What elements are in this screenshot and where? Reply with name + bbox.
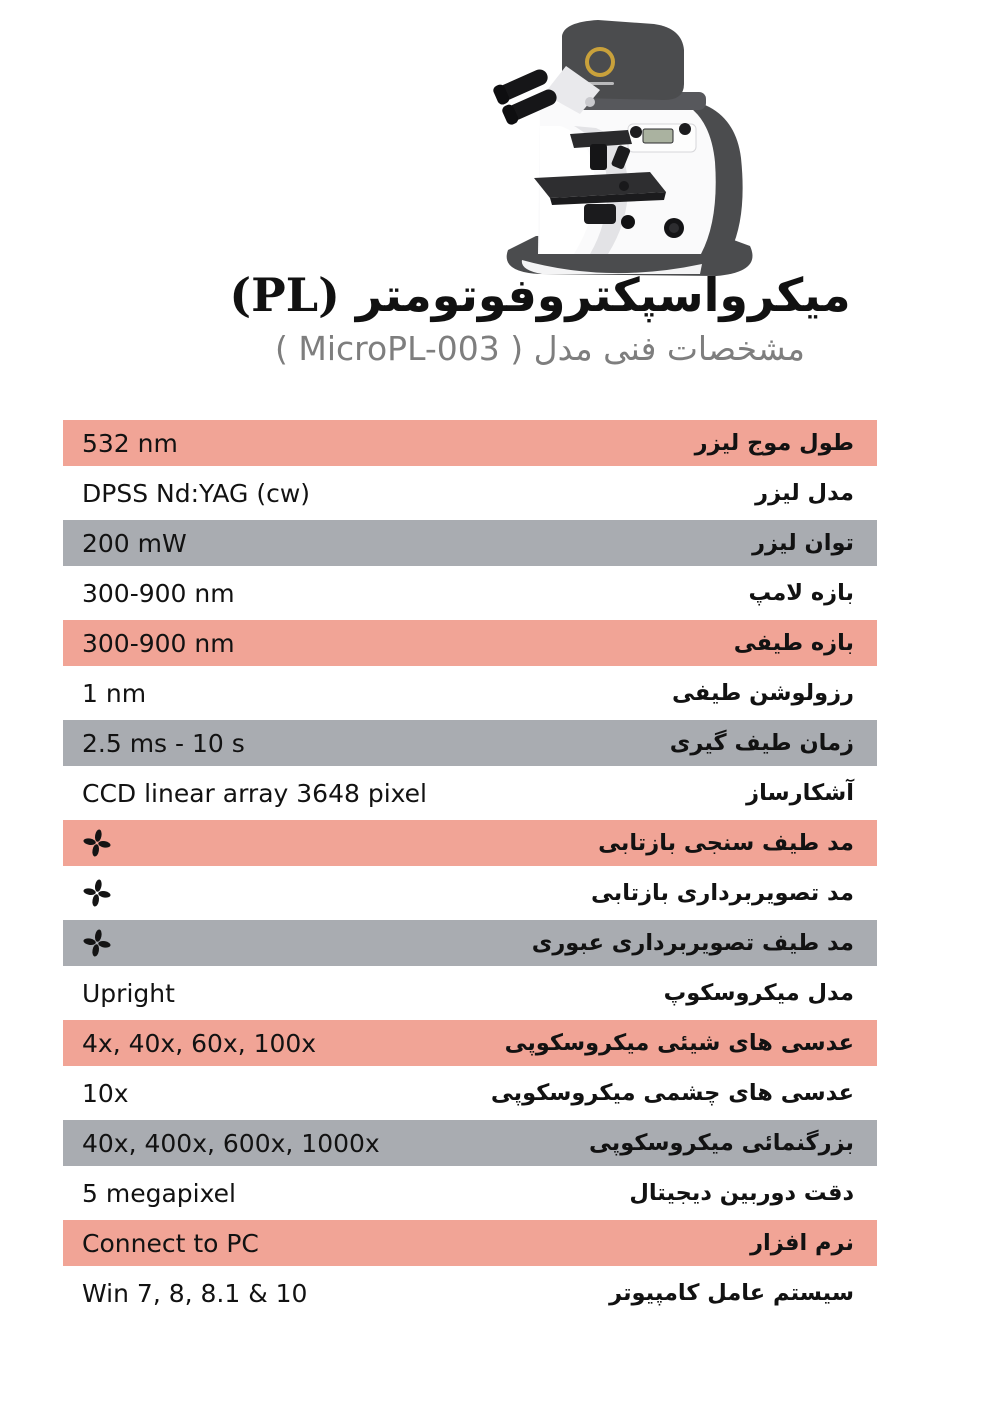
page-title <box>100 268 980 323</box>
spec-value: 1 nm <box>82 678 147 708</box>
spec-label: عدسی های چشمی میکروسکوپی <box>490 1080 854 1106</box>
spec-row <box>63 620 877 666</box>
spec-label: مدل لیزر <box>755 480 854 506</box>
spec-value: CCD linear array 3648 pixel <box>82 778 428 808</box>
spec-value: 300-900 nm <box>82 628 235 658</box>
spec-value <box>63 878 112 908</box>
spec-row <box>63 520 877 566</box>
spec-label: رزولوشن طیفی <box>672 680 854 706</box>
spec-row <box>63 720 877 766</box>
four-petal-asterisk-icon <box>82 928 112 958</box>
spec-row <box>63 570 877 616</box>
spec-row <box>63 820 877 866</box>
spec-value: 532 nm <box>82 428 178 458</box>
spec-row <box>63 470 877 516</box>
page-subtitle <box>100 329 980 369</box>
spec-row <box>63 1170 877 1216</box>
spec-value: Win 7, 8, 8.1 & 10 <box>82 1278 308 1308</box>
spec-row <box>63 920 877 966</box>
spec-label: عدسی های شیئی میکروسکوپی <box>504 1030 854 1056</box>
spec-value: 4x, 40x, 60x, 100x <box>82 1028 317 1058</box>
page-subtitle-latin: ( MicroPL-003 ) <box>274 329 524 369</box>
spec-label: بزرگنمائی میکروسکوپی <box>589 1130 854 1156</box>
spec-row <box>63 1270 877 1316</box>
spec-value: 2.5 ms - 10 s <box>82 728 245 758</box>
spec-label: زمان طیف گیری <box>669 730 854 756</box>
page-title-latin: (PL) <box>229 268 340 322</box>
spec-label: سیستم عامل کامپیوتر <box>609 1280 854 1306</box>
spec-table <box>63 420 877 1320</box>
page-header <box>100 268 980 369</box>
lcd-display <box>643 129 673 143</box>
page-title-fa: میکرواسپکتروفوتومتر <box>355 268 851 322</box>
spec-row <box>63 1070 877 1116</box>
spec-label: نرم افزار <box>750 1230 854 1256</box>
spec-row <box>63 770 877 816</box>
spec-value <box>63 828 112 858</box>
spec-row <box>63 970 877 1016</box>
microscope-illustration <box>478 8 778 288</box>
spec-label: بازه لامپ <box>748 580 854 606</box>
spec-label: مد تصویربرداری بازتابی <box>590 880 854 906</box>
spec-row <box>63 1020 877 1066</box>
spec-label: مدل میکروسکوپ <box>663 980 854 1006</box>
spec-value: 40x, 400x, 600x, 1000x <box>82 1128 380 1158</box>
four-petal-asterisk-icon <box>82 828 112 858</box>
spec-value: Connect to PC <box>82 1228 259 1258</box>
microscope-image <box>478 8 778 288</box>
spec-label: مد طیف سنجی بازتابی <box>598 830 854 856</box>
spec-label: آشکارساز <box>746 780 854 806</box>
spec-row <box>63 1120 877 1166</box>
spec-value: DPSS Nd:YAG (cw) <box>82 478 311 508</box>
spec-label: طول موج لیزر <box>694 430 854 456</box>
page-subtitle-fa: مشخصات فنی مدل <box>533 329 805 369</box>
spec-row <box>63 670 877 716</box>
spec-value: 200 mW <box>82 528 187 558</box>
spec-row <box>63 420 877 466</box>
spec-value: Upright <box>82 978 175 1008</box>
spec-label: مد طیف تصویربرداری عبوری <box>531 930 854 956</box>
spec-value: 5 megapixel <box>82 1178 236 1208</box>
four-petal-asterisk-icon <box>82 878 112 908</box>
spec-value <box>63 928 112 958</box>
spec-label: دقت دوربین دیجیتال <box>629 1180 854 1206</box>
spec-label: توان لیزر <box>752 530 854 556</box>
spec-value: 10x <box>82 1078 129 1108</box>
spec-row <box>63 1220 877 1266</box>
spec-row <box>63 870 877 916</box>
spec-value: 300-900 nm <box>82 578 235 608</box>
spec-label: بازه طیفی <box>733 630 854 656</box>
